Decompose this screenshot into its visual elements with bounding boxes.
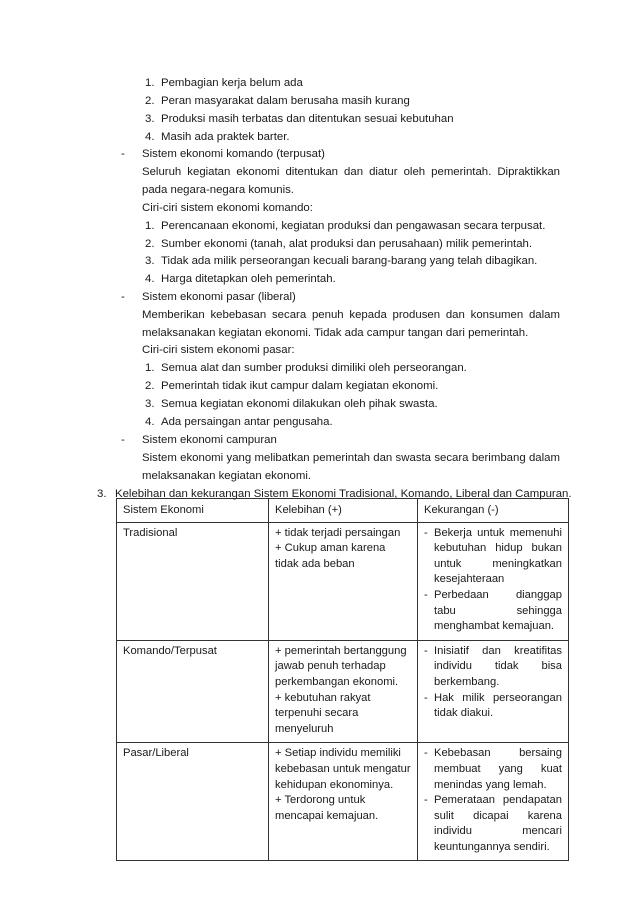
list-item: Pemerintah tidak ikut campur dalam kegiatan ekonomi. xyxy=(161,380,439,392)
list-item: Pembagian kerja belum ada xyxy=(161,77,303,89)
kekurangan-item xyxy=(424,588,562,635)
bullet-dash: - xyxy=(121,291,125,303)
list-number: 1. xyxy=(145,362,155,374)
column-header: Kekurangan (-) xyxy=(418,499,569,523)
section-heading: Sistem ekonomi pasar (liberal) xyxy=(142,291,296,303)
bullet-dash: - xyxy=(121,148,125,160)
kelebihan-item: + Cukup aman karena tidak ada beban xyxy=(275,542,386,570)
bullet-dash: - xyxy=(424,526,428,539)
table-row xyxy=(117,522,569,640)
table-row xyxy=(117,640,569,743)
comparison-table xyxy=(116,498,569,861)
section-number: 3. xyxy=(97,488,107,500)
kekurangan-item xyxy=(424,691,562,722)
kekurangan-text: Kebebasan bersaing membuat yang kuat menindas yang lemah. xyxy=(434,747,562,791)
kekurangan-text: Inisiatif dan kreatifitas individu tidak bisa berkembang. xyxy=(434,644,562,688)
section-description: Seluruh kegiatan ekonomi ditentukan dan diatur oleh pemerintah. Dipraktikkan pada negara-negara komunis. xyxy=(142,166,560,196)
bullet-dash: - xyxy=(424,794,428,807)
kelebihan-cell xyxy=(269,522,418,640)
kekurangan-cell xyxy=(418,640,569,743)
kelebihan-item: + kebutuhan rakyat terpenuhi secara menyeluruh xyxy=(275,691,371,735)
bullet-dash: - xyxy=(424,691,428,704)
list-number: 3. xyxy=(145,255,155,267)
section-description: Memberikan kebebasan secara penuh kepada produsen dan konsumen dalam melaksanakan kegiatan ekonomi. Tidak ada campur tangan dari pemerintah. xyxy=(142,309,560,339)
list-number: 1. xyxy=(145,77,155,89)
list-number: 2. xyxy=(145,380,155,392)
list-number: 3. xyxy=(145,113,155,125)
list-item: Harga ditetapkan oleh pemerintah. xyxy=(161,273,336,285)
list-item: Sumber ekonomi (tanah, alat produksi dan perusahaan) milik pemerintah. xyxy=(161,238,533,250)
section-title: Kelebihan dan kekurangan Sistem Ekonomi Tradisional, Komando, Liberal dan Campuran. xyxy=(115,488,572,500)
kekurangan-item xyxy=(424,526,562,588)
kekurangan-text: Bekerja untuk memenuhi kebutuhan hidup bukan untuk meningkatkan kesejahteraan xyxy=(434,526,562,586)
kelebihan-item: + pemerintah bertanggung jawab penuh terhadap perkembangan ekonomi. xyxy=(275,644,407,688)
list-item: Perencanaan ekonomi, kegiatan produksi dan pengawasan secara terpusat. xyxy=(161,220,546,232)
bullet-dash: - xyxy=(424,747,428,760)
kekurangan-text: Hak milik perseorangan tidak diakui. xyxy=(434,691,562,720)
kekurangan-cell xyxy=(418,743,569,861)
list-number: 4. xyxy=(145,131,155,143)
list-item: Semua kegiatan ekonomi dilakukan oleh pihak swasta. xyxy=(161,398,438,410)
list-number: 4. xyxy=(145,416,155,428)
sistem-cell: Tradisional xyxy=(117,522,269,640)
list-item: Masih ada praktek barter. xyxy=(161,131,290,143)
kelebihan-cell xyxy=(269,743,418,861)
section-heading: Sistem ekonomi campuran xyxy=(142,434,277,446)
list-number: 1. xyxy=(145,220,155,232)
list-number: 4. xyxy=(145,273,155,285)
column-header: Kelebihan (+) xyxy=(269,499,418,523)
kelebihan-item: + tidak terjadi persaingan xyxy=(275,526,401,539)
table-header-row xyxy=(117,499,569,523)
kekurangan-item xyxy=(424,644,562,691)
kekurangan-cell xyxy=(418,522,569,640)
bullet-dash: - xyxy=(424,644,428,657)
kekurangan-text: Perbedaan dianggap tabu sehingga menghambat kemajuan. xyxy=(434,588,562,633)
sistem-cell: Pasar/Liberal xyxy=(117,743,269,861)
sistem-cell: Komando/Terpusat xyxy=(117,640,269,743)
kelebihan-item: + Terdorong untuk mencapai kemajuan. xyxy=(275,794,379,822)
kekurangan-item xyxy=(424,746,562,793)
list-item: Produksi masih terbatas dan ditentukan sesuai kebutuhan xyxy=(161,113,454,125)
list-item: Ada persaingan antar pengusaha. xyxy=(161,416,333,428)
bullet-dash: - xyxy=(121,434,125,446)
ciri-heading: Ciri-ciri sistem ekonomi pasar: xyxy=(142,344,295,356)
bullet-dash: - xyxy=(424,588,428,601)
table-row xyxy=(117,743,569,861)
list-number: 2. xyxy=(145,95,155,107)
kekurangan-text: Pemerataan pendapatan sulit dicapai karena individu mencari keuntungannya sendiri. xyxy=(434,794,562,853)
section-heading: Sistem ekonomi komando (terpusat) xyxy=(142,148,325,160)
list-number: 2. xyxy=(145,238,155,250)
column-header: Sistem Ekonomi xyxy=(117,499,269,523)
kekurangan-item xyxy=(424,793,562,855)
list-item: Semua alat dan sumber produksi dimiliki oleh perseorangan. xyxy=(161,362,467,374)
ciri-heading: Ciri-ciri sistem ekonomi komando: xyxy=(142,202,313,214)
list-number: 3. xyxy=(145,398,155,410)
kelebihan-item: + Setiap individu memiliki kebebasan untuk mengatur kehidupan ekonominya. xyxy=(275,747,411,791)
section-description: Sistem ekonomi yang melibatkan pemerintah dan swasta secara berimbang dalam melaksanakan kegiatan ekonomi. xyxy=(142,452,560,482)
list-item: Tidak ada milik perseorangan kecuali barang-barang yang telah dibagikan. xyxy=(161,255,538,267)
kelebihan-cell xyxy=(269,640,418,743)
list-item: Peran masyarakat dalam berusaha masih kurang xyxy=(161,95,410,107)
